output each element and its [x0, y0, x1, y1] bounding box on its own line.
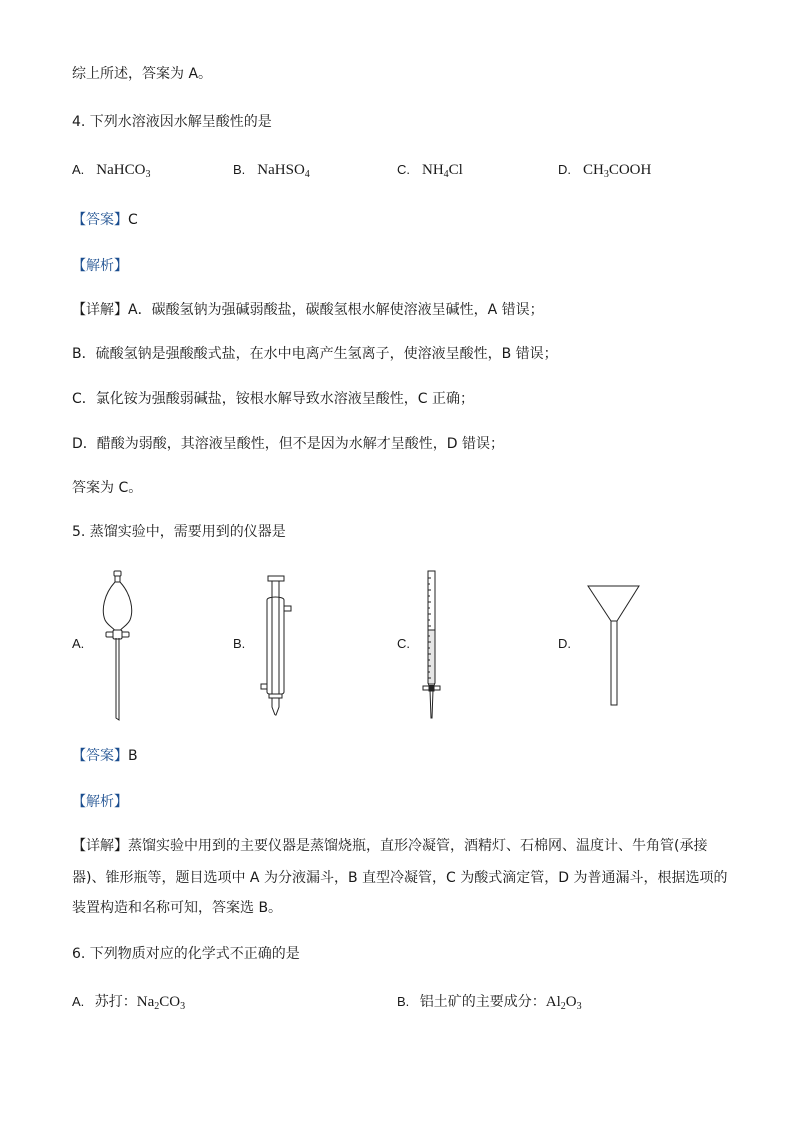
- common-funnel-icon: [585, 583, 645, 709]
- option-label: B.: [397, 994, 410, 1009]
- q4-option-a: [72, 160, 150, 185]
- option-formula: $Na_2CO_3$: [136, 994, 186, 1012]
- q4-detail-5: 答案为 C。: [72, 480, 143, 496]
- answer-value: B: [128, 748, 138, 764]
- q5-option-b-label: B.: [233, 636, 246, 651]
- option-text: 苏打：: [94, 994, 137, 1010]
- q4-option-b: [233, 160, 310, 185]
- option-formula: $Al_2O_3$: [545, 994, 582, 1012]
- q4-analysis-tag: 【解析】: [72, 258, 128, 274]
- q6-option-a: [72, 992, 185, 1017]
- option-label: C.: [397, 162, 410, 177]
- q4-option-c: [397, 160, 463, 185]
- q5-stem: 5. 蒸馏实验中，需要用到的仪器是: [72, 524, 286, 540]
- option-label: A.: [72, 162, 85, 177]
- q5-option-c-label: C.: [397, 636, 410, 651]
- q5-option-d-label: D.: [558, 636, 571, 651]
- q4-detail-1: 【详解】A．碳酸氢钠为强碱弱酸盐，碳酸氢根水解使溶液呈碱性，A 错误；: [72, 302, 544, 318]
- q4-detail-2: B．硫酸氢钠是强酸酸式盐，在水中电离产生氢离子，使溶液呈酸性，B 错误；: [72, 346, 558, 362]
- q4-detail-4: D．醋酸为弱酸，其溶液呈酸性，但不是因为水解才呈酸性，D 错误；: [72, 436, 505, 452]
- option-label: A.: [72, 994, 85, 1009]
- q4-answer: [72, 210, 138, 230]
- q5-detail-1: 【详解】蒸馏实验中用到的主要仪器是蒸馏烧瓶，直形冷凝管，酒精灯、石棉网、温度计、牛角管(承接: [72, 838, 708, 854]
- option-formula: NaHCO$_3$: [96, 162, 151, 180]
- q5-detail-2: 器)、锥形瓶等，题目选项中 A 为分液漏斗，B 直型冷凝管，C 为酸式滴定管，D 为普通漏斗，根据选项的: [72, 870, 728, 886]
- option-formula: NaHSO$_4$: [257, 162, 310, 180]
- separatory-funnel-icon: [96, 568, 146, 723]
- q5-answer: [72, 746, 138, 766]
- option-formula: $NH_4Cl$: [422, 162, 463, 180]
- option-label: D.: [558, 162, 571, 177]
- option-formula: $CH_3COOH$: [583, 162, 652, 180]
- q4-option-d: [558, 160, 651, 185]
- answer-tag: 【答案】: [72, 212, 128, 228]
- q4-stem: 4. 下列水溶液因水解呈酸性的是: [72, 114, 272, 130]
- previous-conclusion: 综上所述，答案为 A。: [72, 66, 213, 82]
- answer-value: C: [128, 212, 138, 228]
- option-label: B.: [233, 162, 246, 177]
- q4-detail-3: C．氯化铵为强酸弱碱盐，铵根水解导致水溶液呈酸性，C 正确；: [72, 391, 474, 407]
- straight-condenser-icon: [257, 572, 297, 720]
- q5-detail-3: 装置构造和名称可知，答案选 B。: [72, 900, 283, 916]
- q6-option-b: [397, 992, 582, 1017]
- q5-analysis-tag: 【解析】: [72, 794, 128, 810]
- q6-stem: 6. 下列物质对应的化学式不正确的是: [72, 946, 300, 962]
- acid-burette-icon: [418, 568, 448, 723]
- q5-option-a-label: A.: [72, 636, 85, 651]
- option-text: 铝土矿的主要成分：: [419, 994, 546, 1010]
- answer-tag: 【答案】: [72, 748, 128, 764]
